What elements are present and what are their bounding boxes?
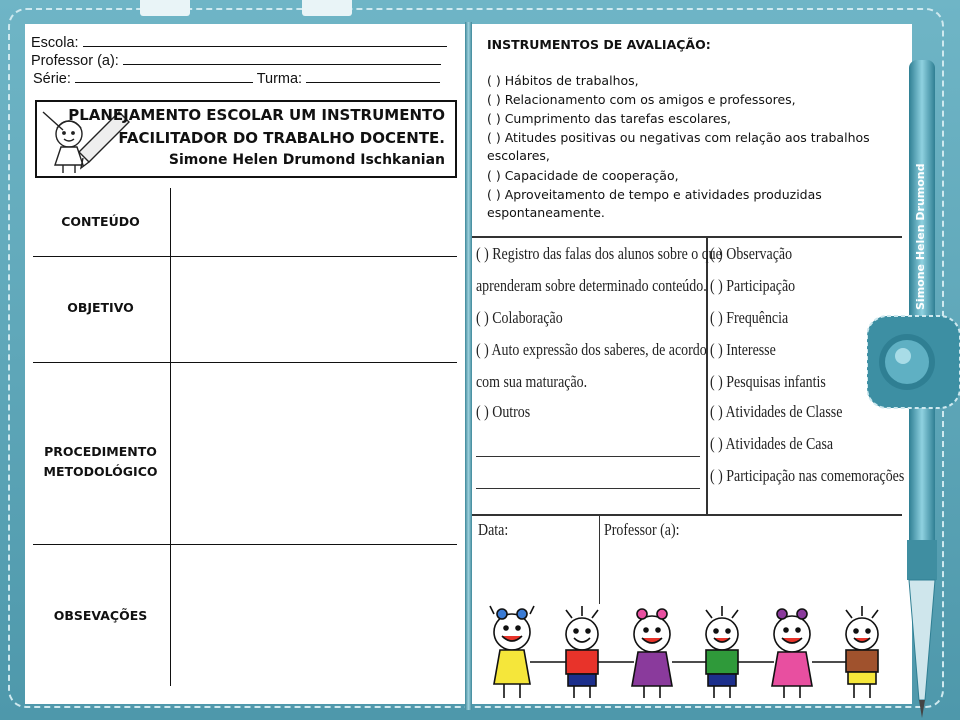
checkbox-registro[interactable]: ( ) Registro das falas dos alunos sobre o que (476, 244, 722, 263)
conteudo-label: CONTEÚDO (61, 214, 140, 229)
child-purple (632, 609, 672, 698)
title-line-2: FACILITADOR DO TRABALHO DOCENTE. (118, 129, 445, 147)
scanned-checklist (472, 232, 912, 604)
child-yellow (490, 606, 534, 698)
scan-top-line (472, 236, 902, 238)
procedimento-label: PROCEDIMENTO METODOLÓGICO (43, 444, 158, 479)
grid-row-conteudo[interactable] (33, 188, 457, 257)
scan-bottom-line (472, 514, 902, 516)
binder-tab (140, 0, 190, 16)
left-page (25, 24, 465, 704)
grid-row-observacoes[interactable] (33, 544, 457, 686)
grid-row-objetivo[interactable] (33, 256, 457, 363)
outros-line-2 (476, 488, 700, 489)
checkbox-colaboracao[interactable]: ( ) Colaboração (476, 308, 563, 327)
escola-line (83, 34, 447, 47)
checkbox-aproveitamento[interactable]: ( ) Aproveitamento de tempo e atividades produzidas espontaneamente. (487, 187, 822, 220)
checkbox-observacao[interactable]: ( ) Observação (710, 244, 793, 263)
side-author-label: Simone Helen Drumond (914, 163, 927, 310)
checkbox-atividades-casa[interactable]: ( ) Atividades de Casa (710, 434, 834, 453)
professor-signature-field[interactable]: Professor (a): (604, 520, 680, 539)
checkbox-comemoracoes[interactable]: ( ) Participação nas comemorações (710, 466, 905, 485)
registro-cont: aprenderam sobre determinado conteúdo. (476, 276, 707, 295)
checkbox-cooperacao[interactable]: ( ) Capacidade de cooperação, (487, 168, 679, 183)
clasp-button-icon[interactable] (867, 312, 960, 412)
professor-field[interactable] (31, 52, 441, 69)
checkbox-atitudes[interactable]: ( ) Atitudes positivas ou negativas com relação aos trabalhos escolares, (487, 130, 870, 163)
auto-expressao-cont: com sua maturação. (476, 372, 588, 391)
observacoes-label: OBSEVAÇÕES (53, 608, 148, 623)
checkbox-relacionamento[interactable]: ( ) Relacionamento com os amigos e professores, (487, 92, 796, 107)
professor-line (123, 52, 441, 65)
child-brown (846, 606, 878, 698)
checkbox-interesse[interactable]: ( ) Interesse (710, 340, 776, 359)
grid-row-procedimento[interactable] (33, 362, 457, 545)
right-page (472, 24, 912, 704)
serie-label: Série: (33, 71, 71, 87)
checkbox-outros[interactable]: ( ) Outros (476, 402, 531, 421)
checkbox-auto-expressao[interactable]: ( ) Auto expressão dos saberes, de acordo (476, 340, 707, 359)
checkbox-participacao[interactable]: ( ) Participação (710, 276, 796, 295)
checkbox-cumprimento[interactable]: ( ) Cumprimento das tarefas escolares, (487, 111, 732, 126)
date-divider (599, 516, 600, 604)
objetivo-label: OBJETIVO (67, 300, 134, 315)
checkbox-atividades-classe[interactable]: ( ) Atividades de Classe (710, 402, 843, 421)
checkbox-habitos[interactable]: ( ) Hábitos de trabalhos, (487, 73, 639, 88)
title-box (35, 100, 457, 178)
turma-line (306, 70, 440, 83)
escola-field[interactable] (31, 34, 447, 51)
child-red (566, 606, 598, 698)
checkbox-pesquisas[interactable]: ( ) Pesquisas infantis (710, 372, 826, 391)
escola-label: Escola: (31, 35, 79, 51)
checkbox-frequencia[interactable]: ( ) Frequência (710, 308, 789, 327)
serie-line (75, 70, 253, 83)
outros-line-1 (476, 456, 700, 457)
instrumentos-title: INSTRUMENTOS DE AVALIAÇÃO: (487, 37, 711, 52)
title-author: Simone Helen Drumond Ischkanian (168, 152, 445, 168)
serie-turma-field[interactable] (33, 70, 440, 87)
child-green (706, 606, 738, 698)
binder-tab (302, 0, 352, 16)
data-field[interactable]: Data: (478, 520, 509, 539)
binder-spine (465, 22, 472, 710)
title-line-1: PLANEJAMENTO ESCOLAR UM INSTRUMENTO (68, 106, 445, 124)
child-pink (772, 609, 812, 698)
turma-label: Turma: (256, 71, 303, 87)
children-illustration (482, 604, 902, 702)
professor-label: Professor (a): (31, 53, 119, 69)
